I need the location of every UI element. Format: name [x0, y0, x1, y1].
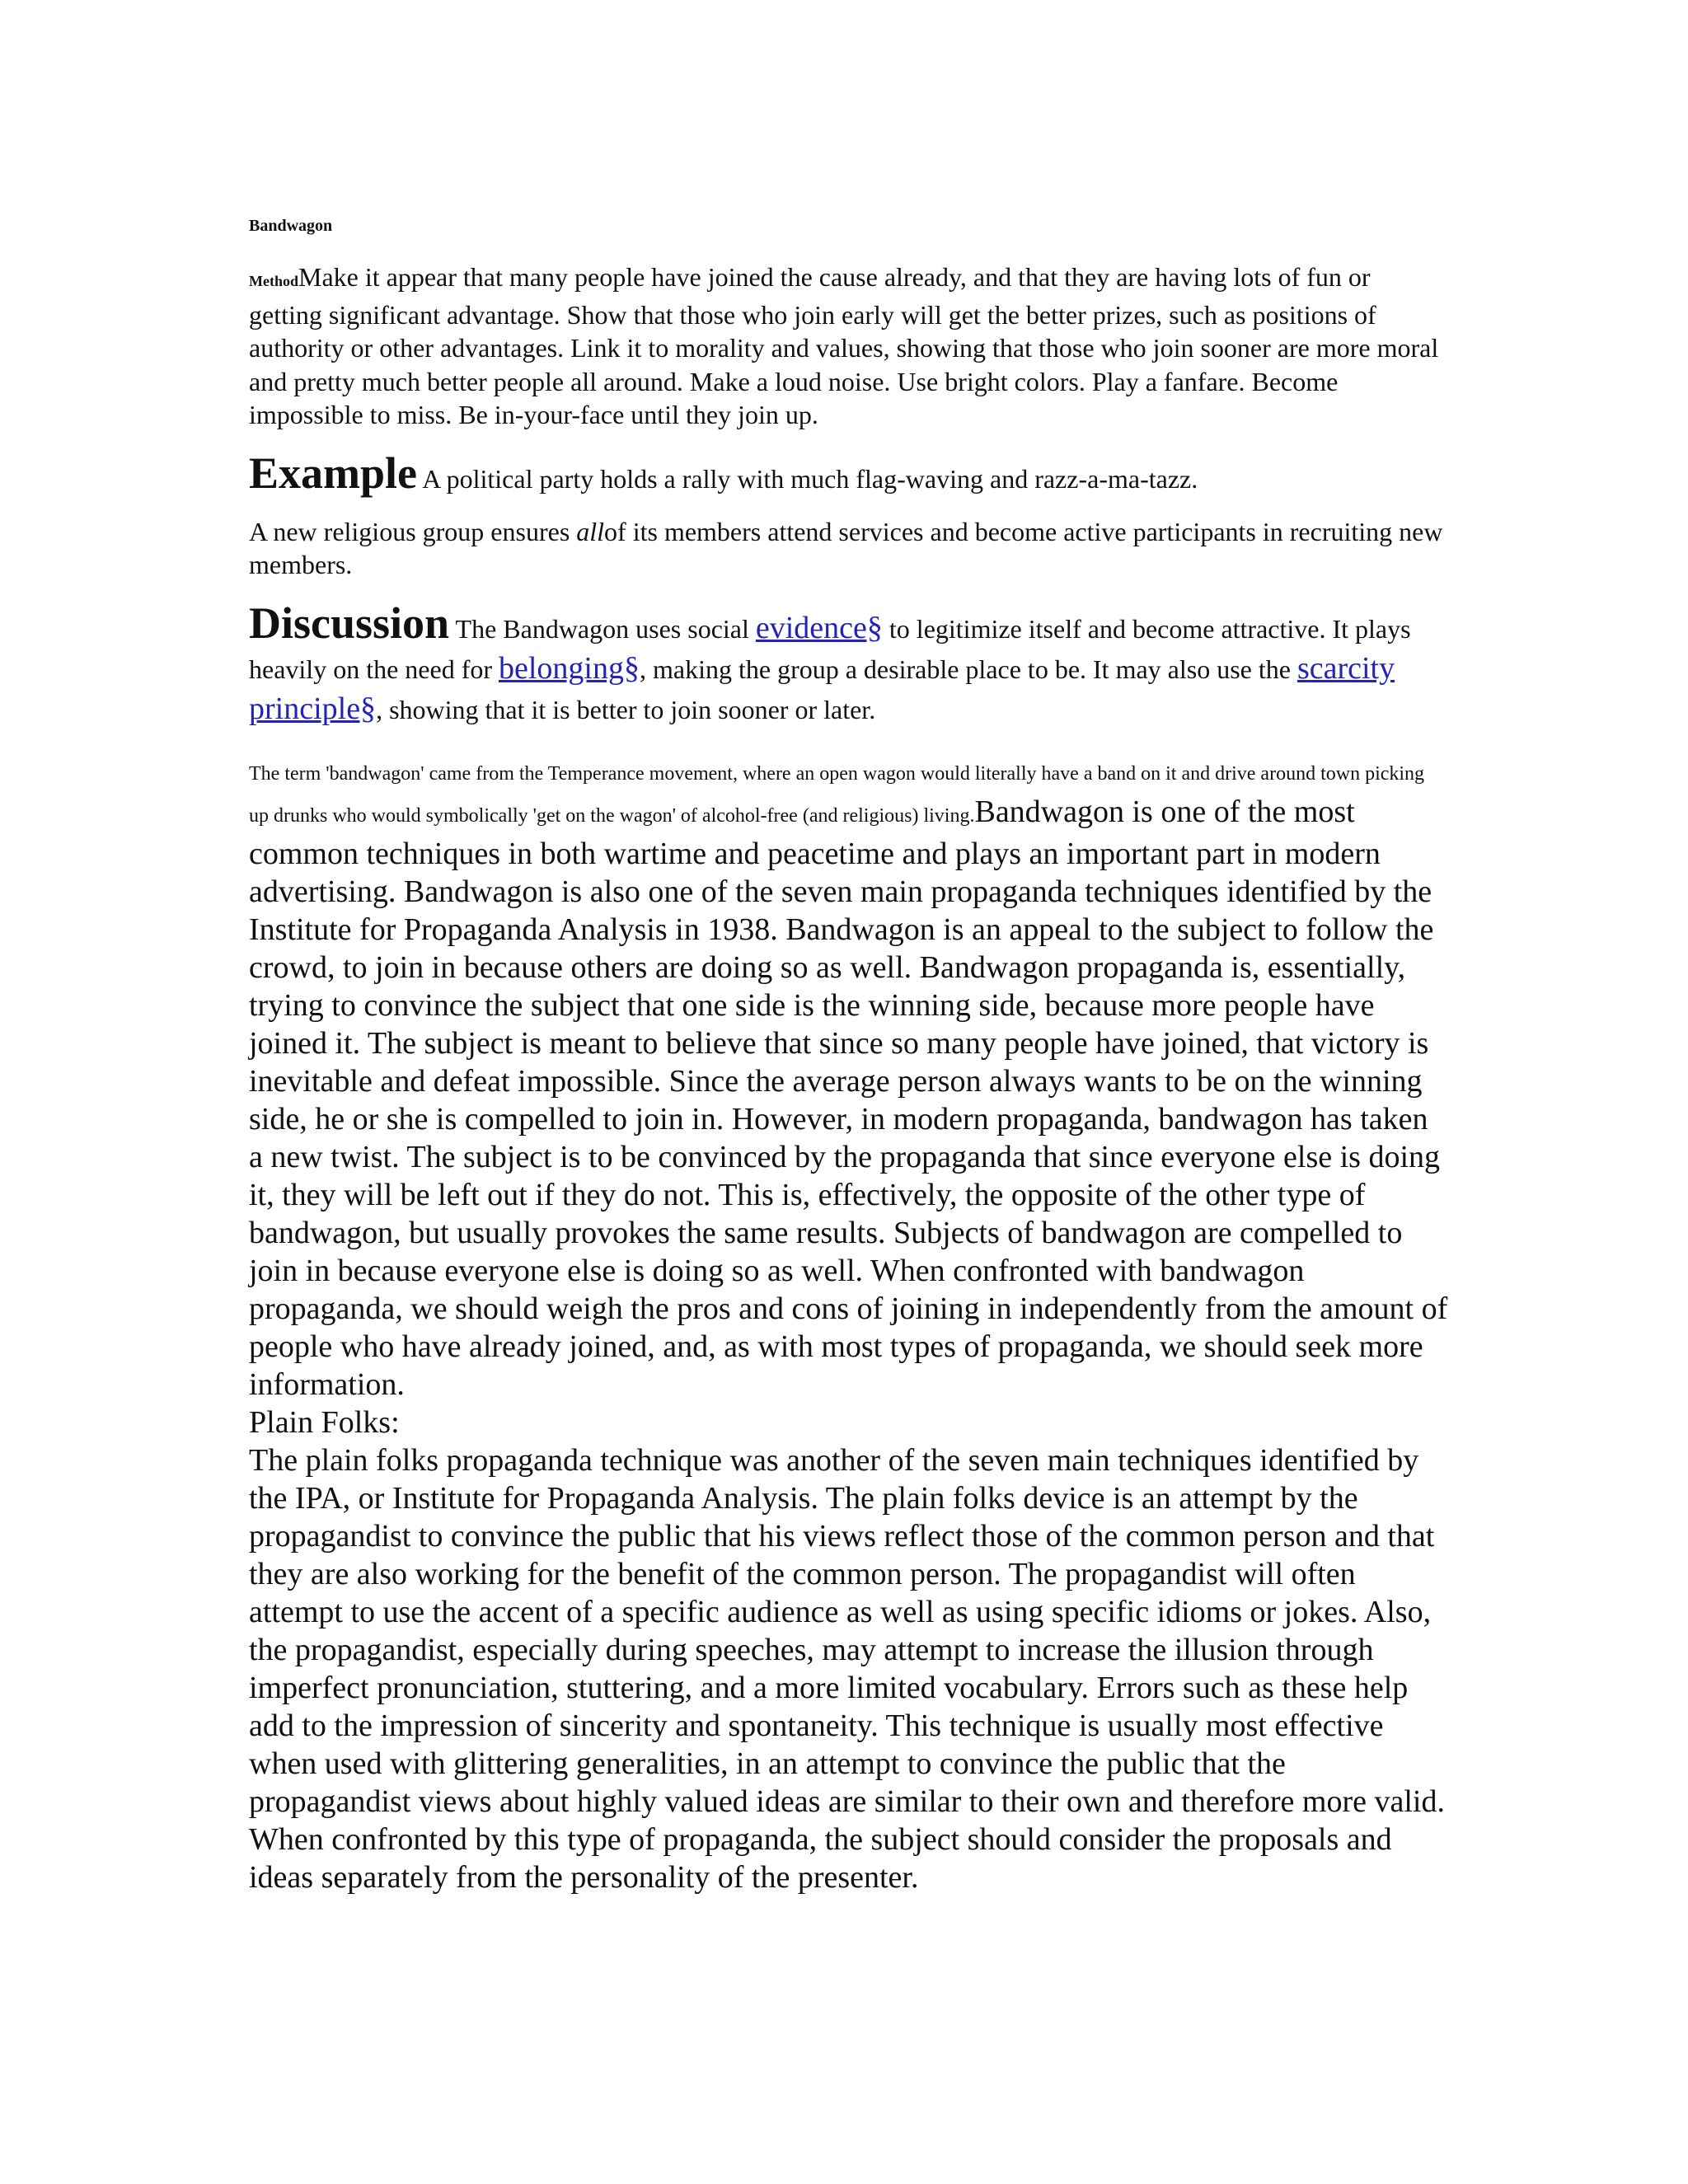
plain-folks-paragraph: The plain folks propaganda technique was another of the seven main techniques identified by the IPA, or Institute for Propaganda Analysis. The plain folks device is an attempt by the propagandist to convince the public that his views reflect those of the common person and that they are also working for the benefit of the common person. The propagandist will often attempt to use the accent of a specific audience as well as using specific idioms or jokes. Also, the propagandist, especially during speeches, may attempt to increase the illusion through imperfect pronunciation, stuttering, and a more limited vocabulary. Errors such as these help add to the impression of sincerity and spontaneity. This technique is usually most effective when used with glittering generalities, in an attempt to convince the public that the propagandist views about highly valued ideas are similar to their own and therefore more valid. When confronted by this type of propaganda, the subject should consider the proposals and ideas separately from the personality of the presenter.	[249, 1442, 1445, 1895]
discussion-text-3: , making the group a desirable place to be. It may also use the	[639, 654, 1297, 684]
term-origin-paragraph	[249, 751, 1449, 1404]
plain-folks-heading: Plain Folks:	[249, 1404, 400, 1440]
example-second-suffix: of its members attend services and become active participants in recruiting new members.	[249, 516, 1443, 579]
discussion-text-1: The Bandwagon uses social	[449, 613, 756, 644]
page-title: Bandwagon	[249, 217, 333, 235]
evidence-link[interactable]: evidence§	[755, 610, 883, 645]
document-page	[249, 216, 1449, 1896]
bandwagon-body-text: Bandwagon is one of the most common techniques in both wartime and peacetime and plays an important part in modern advertising. Bandwagon is also one of the seven main propaganda techniques identified by the Institute for Propaganda Analysis in 1938. Bandwagon is an appeal to the subject to follow the crowd, to join in because others are doing so as well. Bandwagon propaganda is, essentially, trying to convince the subject that one side is the winning side, because more people have joined it. The subject is meant to believe that since so many people have joined, that victory is inevitable and defeat impossible. Since the average person always wants to be on the winning side, he or she is compelled to join in. However, in modern propaganda, bandwagon has taken a new twist. The subject is to be convinced by the propaganda that since everyone else is doing it, they will be left out if they do not. This is, effectively, the opposite of the other type of bandwagon, but usually provokes the same results. Subjects of bandwagon are compelled to join in because everyone else is doing so as well. When confronted with bandwagon propaganda, we should weigh the pros and cons of joining in independently from the amount of people who have already joined, and, as with most types of propaganda, we should seek more information.	[249, 794, 1448, 1402]
example-second-prefix: A new religious group ensures	[249, 516, 577, 546]
term-origin-small-text: The term 'bandwagon' came from the Temperance movement, where an open wagon would literally have a band on it and drive around town picking up drunks who would symbolically 'get on the wagon' of alcohol-free (and religious) living.	[249, 762, 1425, 827]
scarcity-principle-link[interactable]: scarcity principle§	[249, 650, 1395, 726]
discussion-paragraph	[249, 598, 1449, 729]
example-heading: Example	[249, 448, 418, 498]
belonging-link[interactable]: belonging§	[499, 650, 640, 686]
method-label: Method	[249, 273, 298, 289]
example-paragraph	[249, 448, 1449, 499]
example-text: A political party holds a rally with much flag-waving and razz-a-ma-tazz.	[417, 463, 1198, 494]
example-second-emphasis: all	[576, 516, 605, 546]
method-text: Make it appear that many people have joined the cause already, and that they are having lots of fun or getting significant advantage. Show that those who join early will get the better prizes, such as positions of authority or other advantages. Link it to morality and values, showing that those who join sooner are more moral and pretty much better people all around. Make a loud noise. Use bright colors. Play a fanfare. Become impossible to miss. Be in-your-face until they join up.	[249, 262, 1439, 429]
method-paragraph	[249, 260, 1449, 432]
discussion-text-2: to legitimize itself and become attractive. It plays heavily on the need for	[249, 613, 1411, 684]
example-second-paragraph	[249, 515, 1449, 582]
discussion-heading: Discussion	[249, 598, 450, 648]
discussion-text-4: , showing that it is better to join sooner or later.	[376, 694, 876, 724]
